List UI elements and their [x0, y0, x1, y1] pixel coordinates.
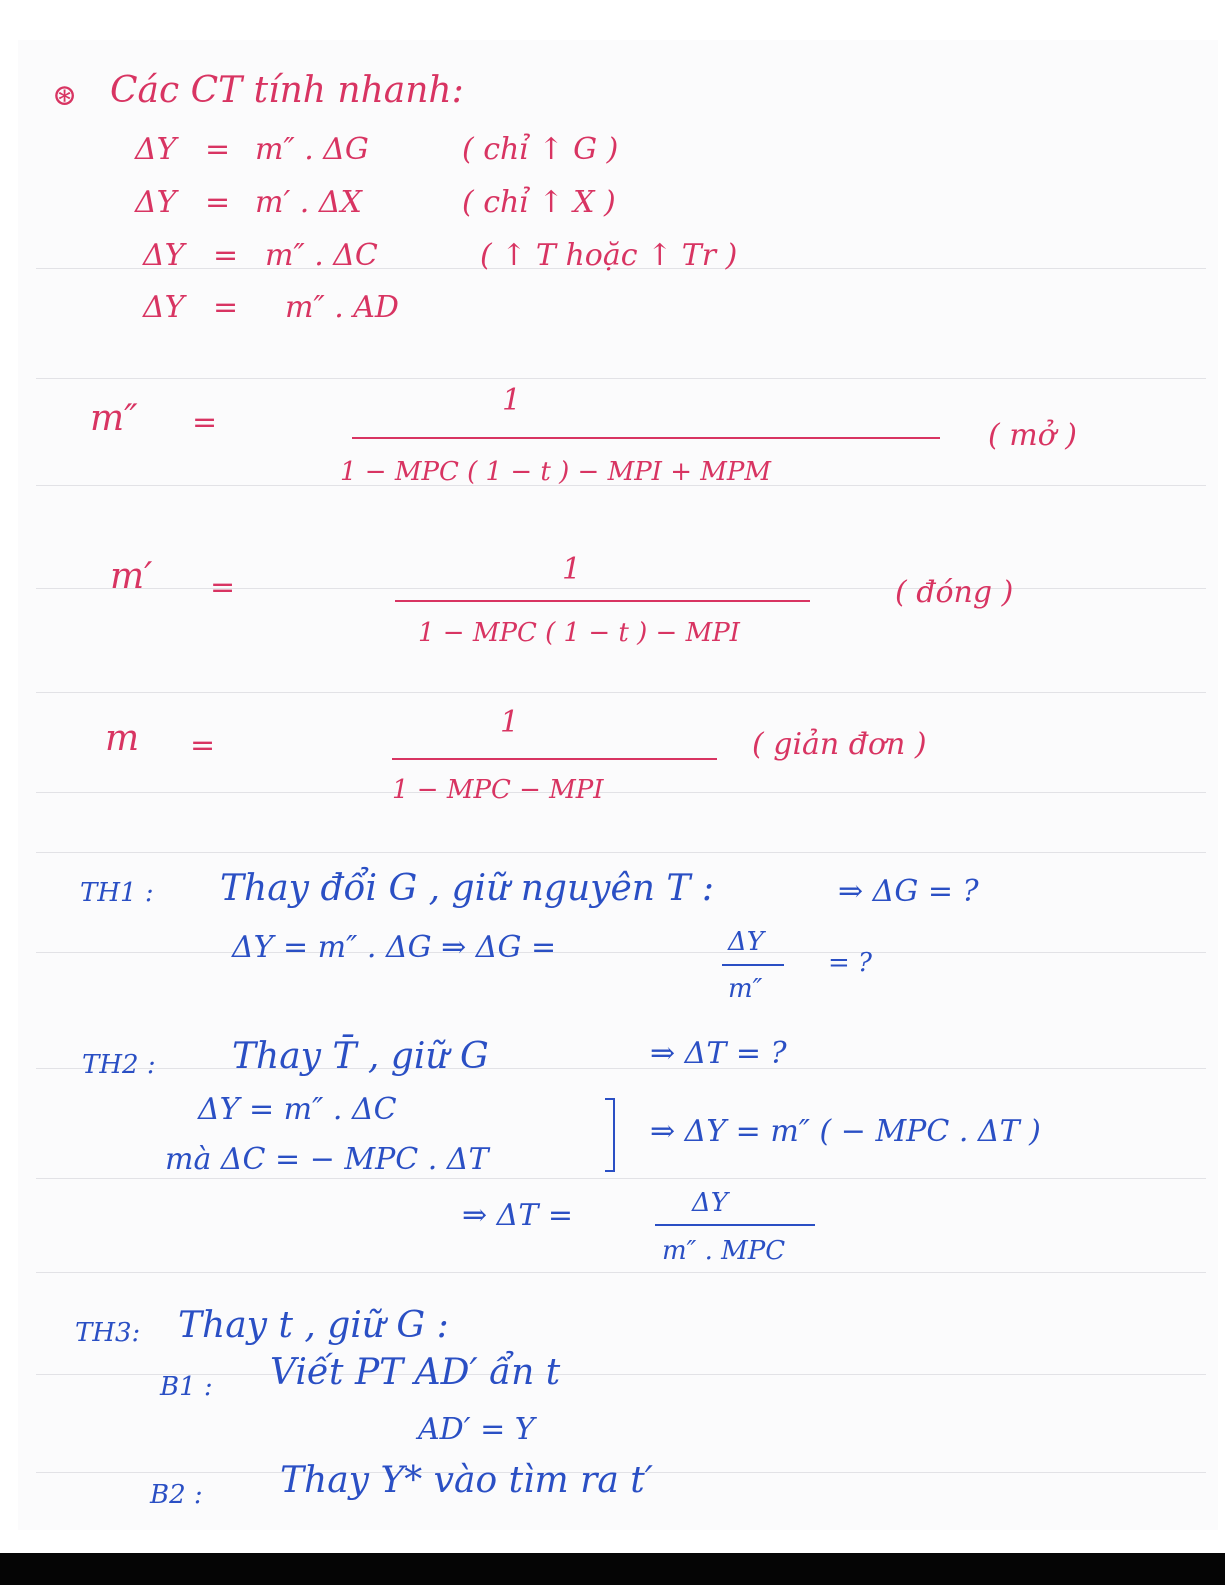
- ruled-line: [36, 1068, 1206, 1069]
- page-title: Các CT tính nhanh:: [110, 70, 464, 111]
- ruled-line: [36, 792, 1206, 793]
- ruled-line: [36, 852, 1206, 853]
- bullet-icon: ⊛: [52, 78, 78, 113]
- ruled-line: [36, 378, 1206, 379]
- brace-icon: [605, 1098, 615, 1172]
- ruled-line: [36, 1178, 1206, 1179]
- fraction-bar: [722, 964, 784, 966]
- fraction-bar: [655, 1224, 815, 1226]
- fraction-bar: [352, 437, 940, 439]
- fraction-bar: [392, 758, 717, 760]
- ruled-line: [36, 1272, 1206, 1273]
- ruled-line: [36, 952, 1206, 953]
- ruled-line: [36, 692, 1206, 693]
- fraction-bar: [395, 600, 810, 602]
- scan-border: [0, 1553, 1225, 1585]
